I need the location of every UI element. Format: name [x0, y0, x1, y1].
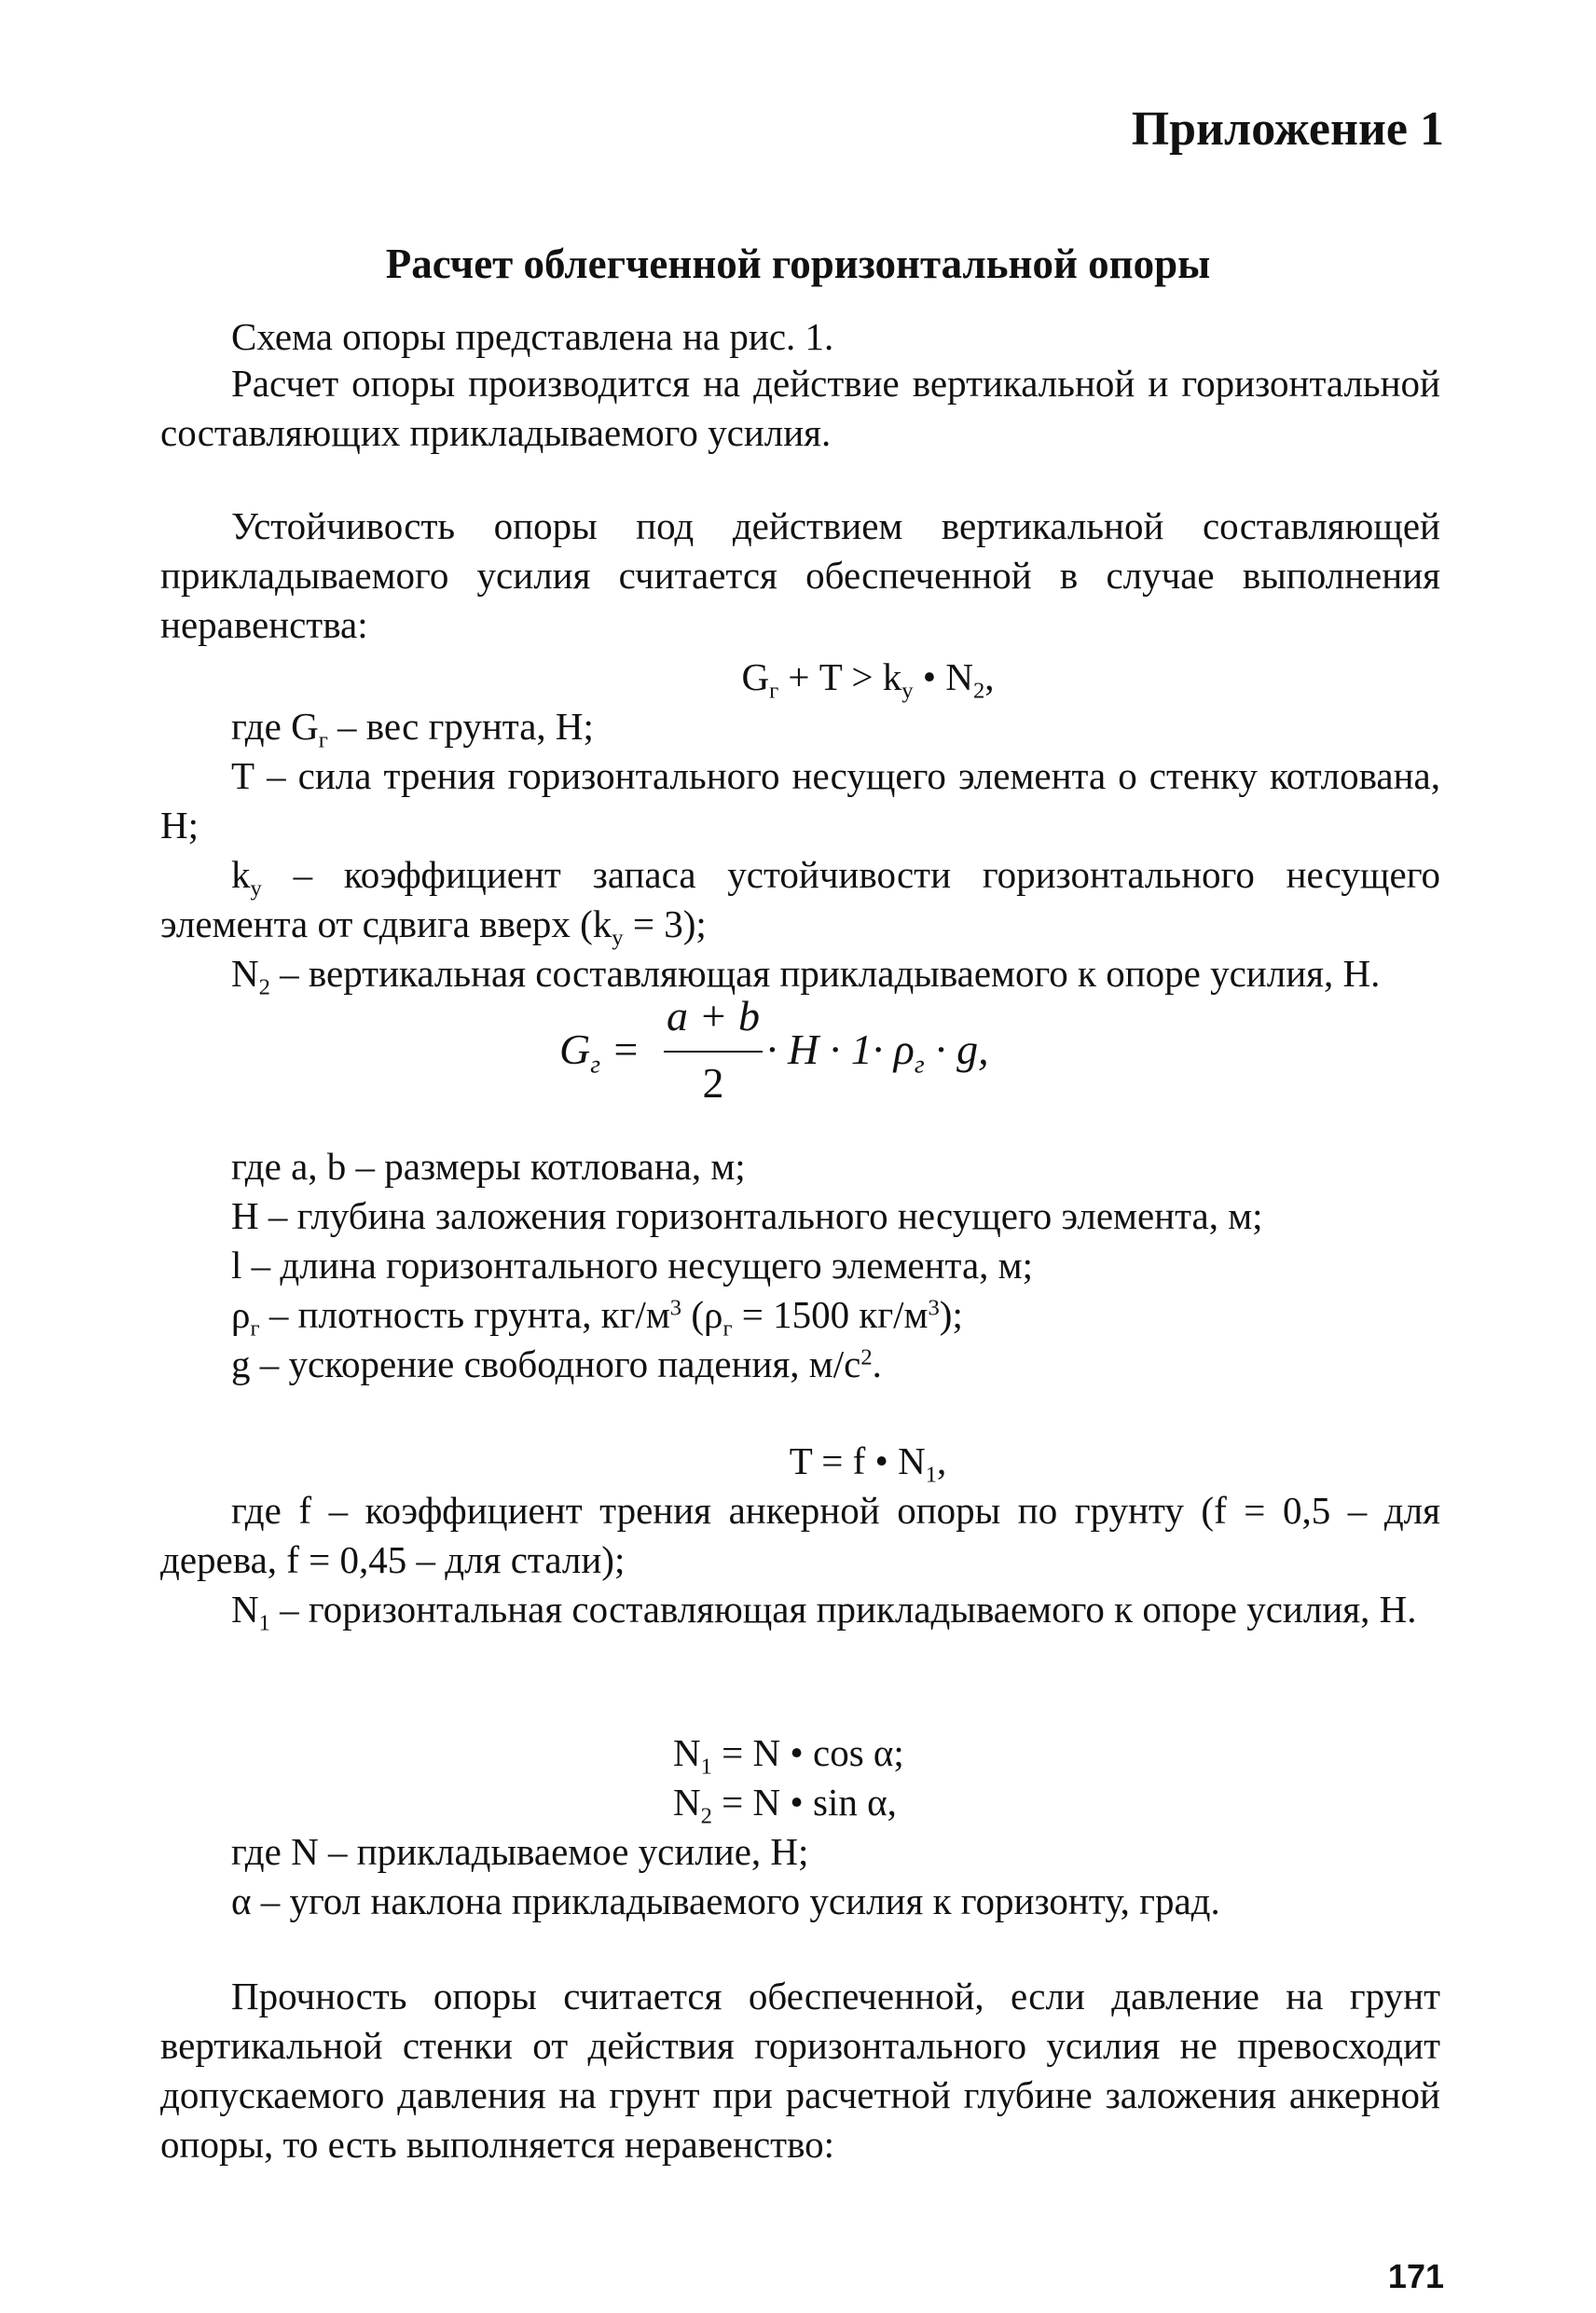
definition-angle: α – угол наклона прикладываемого усилия к горизонту, град.	[231, 1879, 1220, 1922]
definition-gravity: g – ускорение свободного падения, $м/с^2$.	[231, 1342, 882, 1385]
section-title: Расчет облегченной горизонтальной опоры	[385, 241, 1211, 287]
definition-n2-line: $N_2$ – вертикальная составляющая прикладываемого к опоре усилия, Н.	[231, 952, 1381, 1000]
intro-paragraph-2: Расчет опоры производится на действие вертикальной и горизонтальной составляющих прикладываемого усилия.	[160, 362, 1440, 454]
definition-stability-factor: $k_у$ – коэффициент запаса устойчивости горизонтального несущего элемента от сдвига вверх $(k_у = 3)$;	[160, 853, 1440, 951]
definition-n1: $N_1$ – горизонтальная составляющая прикладываемого к опоре усилия, Н.	[231, 1588, 1417, 1636]
definition-soil-weight: где $G_г$ – вес грунта, Н;	[231, 705, 594, 753]
definition-length: l – длина горизонтального несущего элемента, м;	[231, 1244, 1033, 1287]
friction-formula: T = f • $N_1$,	[789, 1439, 947, 1488]
stability-inequality: $G_г + T > k_у$ • $N_2$,	[741, 655, 995, 704]
appendix-heading: Приложение 1	[1131, 103, 1444, 156]
definition-depth: H – глубина заложения горизонтального несущего элемента, м;	[231, 1194, 1263, 1237]
fraction-bar	[664, 1051, 763, 1053]
definition-friction-coefficient: где f – коэффициент трения анкерной опоры по грунту (f = 0,5 – для дерева, f = 0,45 – для стали);	[160, 1489, 1440, 1581]
intro-line-1: Схема опоры представлена на рис. 1.	[231, 315, 834, 358]
n2-formula: $N_2 = N$ • sin α,	[673, 1781, 897, 1829]
fraction-numerator: a + b	[666, 992, 761, 1039]
page-number: 171	[1387, 2257, 1444, 2295]
definition-density: $\rho_г$ – плотность грунта, $кг/м^3$ ($\rho_г = 1500$ $кг/м^3$);	[231, 1293, 963, 1342]
n1-formula: $N_1 = N$ • cos α;	[673, 1731, 904, 1780]
stability-paragraph: Устойчивость опоры под действием вертикальной составляющей прикладываемого усилия считается обеспеченной в случае выполнения неравенства:	[160, 504, 1440, 646]
definition-applied-force: где N – прикладываемое усилие, Н;	[231, 1830, 809, 1873]
strength-paragraph: Прочность опоры считается обеспеченной, если давление на грунт вертикальной стенки от действия горизонтального усилия не превосходит допускаемого давления на грунт при расчетной глубине заложения анкерной опоры, то есть выполняется неравенство:	[160, 1975, 1440, 2166]
formula-rhs: · $H \cdot 1\cdot \rho_г \cdot g$,	[766, 1026, 989, 1079]
definition-friction-force: Т – сила трения горизонтального несущего элемента о стенку котлована, Н;	[160, 754, 1440, 847]
definition-pit-size: где a, b – размеры котлована, м;	[231, 1145, 746, 1188]
fraction-denominator: 2	[702, 1059, 724, 1107]
formula-lhs: $G_г$ =	[559, 1026, 640, 1079]
